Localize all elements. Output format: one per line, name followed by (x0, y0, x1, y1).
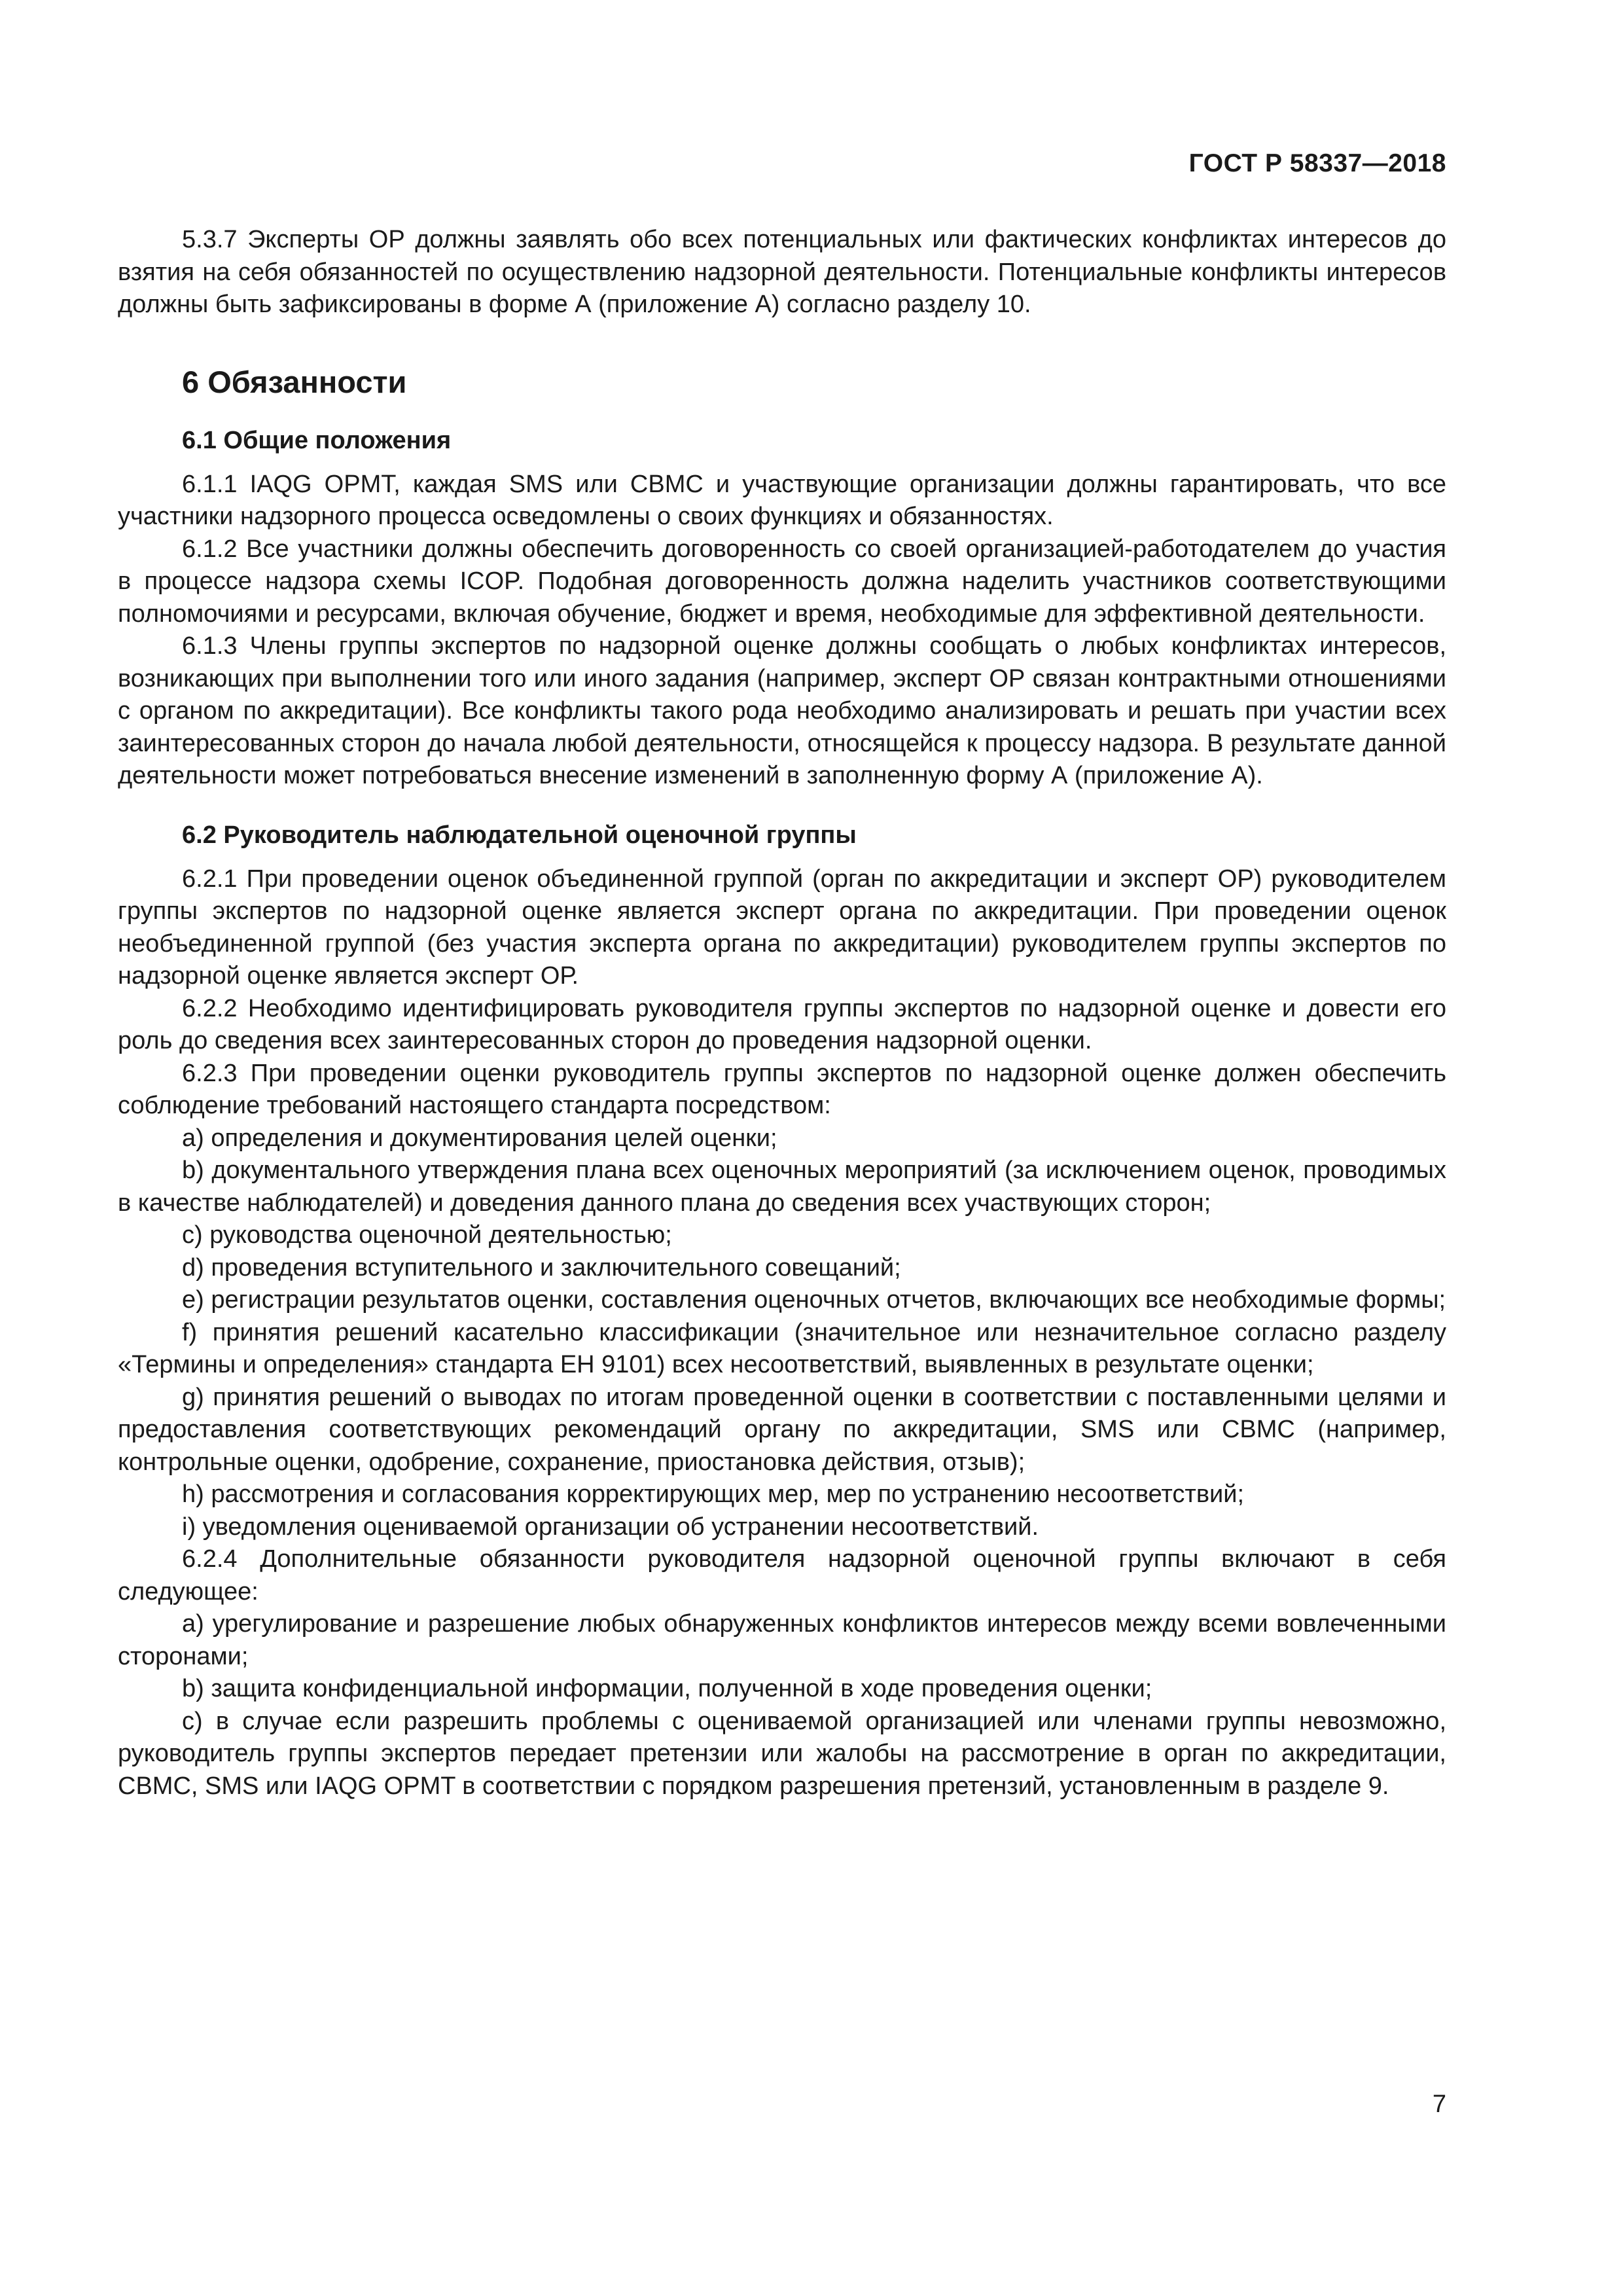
paragraph-6-1-3: 6.1.3 Члены группы экспертов по надзорной оценке должны сообщать о любых конфликтах интересов, возникающих при выполнении того или иного задания (например, эксперт ОР связан контрактными отношениями с органом по аккредитации). Все конфликты такого рода необходимо анализировать и решать при участии всех заинтересованных сторон до начала любой деятельности, относящейся к процессу надзора. В результате данной деятельности может потребоваться внесение изменений в заполненную форму А (приложение А). (118, 632, 1446, 789)
page-content (118, 224, 1446, 1803)
paragraph-6-2-1: 6.2.1 При проведении оценок объединенной группой (орган по аккредитации и эксперт ОР) руководителем группы экспертов по надзорной оценке является эксперт органа по аккредитации. При проведении оценок необъединенной группой (без участия эксперта органа по аккредитации) руководителем группы экспертов по надзорной оценке является эксперт ОР. (118, 865, 1446, 990)
paragraph-6-1-2: 6.1.2 Все участники должны обеспечить договоренность со своей организацией-работодателем до участия в процессе надзора схемы ICOP. Подобная договоренность должна наделить участников соответствующими полномочиями и ресурсами, включая обучение, бюджет и время, необходимые для эффективной деятельности. (118, 535, 1446, 628)
page-number: 7 (1432, 2090, 1446, 2118)
list-item: b) документального утверждения плана всех оценочных мероприятий (за исключением оценок, проводимых в качестве наблюдателей) и доведения данного плана до сведения всех участвующих сторон; (118, 1157, 1446, 1217)
document-header-id: ГОСТ Р 58337—2018 (1188, 149, 1446, 177)
list-item: b) защита конфиденциальной информации, полученной в ходе проведения оценки; (182, 1675, 1152, 1702)
subsection-6-1-heading: 6.1 Общие положения (182, 426, 452, 454)
paragraph-6-2-2: 6.2.2 Необходимо идентифицировать руководителя группы экспертов по надзорной оценке и довести его роль до сведения всех заинтересованных сторон до проведения надзорной оценки. (118, 994, 1446, 1054)
list-item: f) принятия решений касательно классификации (значительное или незначительное согласно разделу «Термины и определения» стандарта ЕН 9101) всех несоответствий, выявленных в результате оценки; (118, 1318, 1446, 1378)
list-item: h) рассмотрения и согласования корректирующих мер, мер по устранению несоответствий; (182, 1480, 1245, 1508)
list-item: e) регистрации результатов оценки, составления оценочных отчетов, включающих все необходимые формы; (182, 1286, 1446, 1314)
paragraph-5-3-7: 5.3.7 Эксперты ОР должны заявлять обо всех потенциальных или фактических конфликтах интересов до взятия на себя обязанностей по осуществлению надзорной деятельности. Потенциальные конфликты интересов должны быть зафиксированы в форме А (приложение А) согласно разделу 10. (118, 226, 1446, 318)
section-6-heading: 6 Обязанности (182, 364, 407, 399)
paragraph-6-2-4: 6.2.4 Дополнительные обязанности руководителя надзорной оценочной группы включают в себя следующее: (118, 1545, 1446, 1605)
list-item: d) проведения вступительного и заключительного совещаний; (182, 1253, 901, 1282)
paragraph-6-2-3: 6.2.3 При проведении оценки руководитель группы экспертов по надзорной оценке должен обеспечить соблюдение требований настоящего стандарта посредством: (118, 1059, 1446, 1119)
list-item: a) урегулирование и разрешение любых обнаруженных конфликтов интересов между всеми вовлеченными сторонами; (118, 1610, 1446, 1670)
list-item: a) определения и документирования целей оценки; (182, 1124, 777, 1152)
list-item: i) уведомления оцениваемой организации об устранении несоответствий. (182, 1513, 1039, 1541)
list-item: c) руководства оценочной деятельностью; (182, 1221, 672, 1249)
list-item: c) в случае если разрешить проблемы с оцениваемой организацией или членами группы невозможно, руководитель группы экспертов передает претензии или жалобы на рассмотрение в орган по аккредитации, СВМС, SMS или IAQG OPMT в соответствии с порядком разрешения претензий, установленным в разделе 9. (118, 1707, 1446, 1800)
list-item: g) принятия решений о выводах по итогам проведенной оценки в соответствии с поставленными целями и предоставления соответствующих рекомендаций органу по аккредитации, SMS или СВМС (например, контрольные оценки, одобрение, сохранение, приостановка действия, отзыв); (118, 1383, 1446, 1476)
paragraph-6-1-1: 6.1.1 IAQG OPMT, каждая SMS или СВМС и участвующие организации должны гарантировать, что все участники надзорного процесса осведомлены о своих функциях и обязанностях. (118, 470, 1446, 530)
subsection-6-2-heading: 6.2 Руководитель наблюдательной оценочной группы (182, 821, 857, 849)
